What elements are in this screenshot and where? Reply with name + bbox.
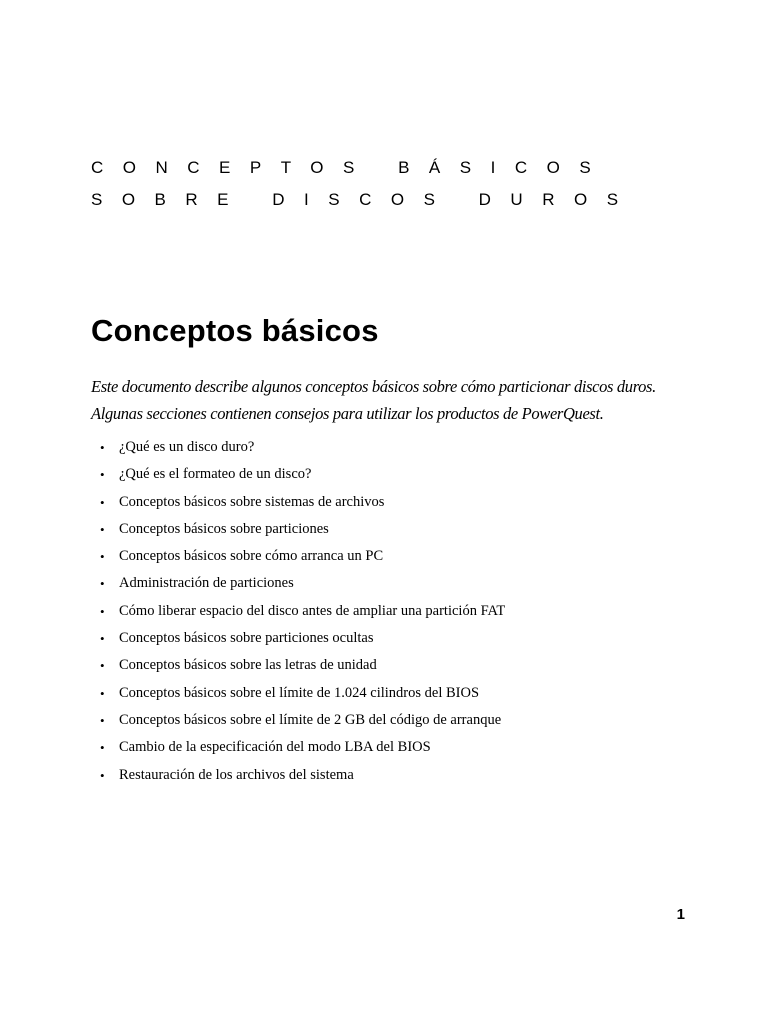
chapter-heading-line-2: SOBRE DISCOS DUROS: [91, 190, 638, 209]
topic-text: Cambio de la especificación del modo LBA del BIOS: [119, 739, 431, 756]
topic-list-item: [91, 625, 505, 652]
topic-text: ¿Qué es el formateo de un disco?: [119, 466, 312, 483]
topic-list-item: [91, 461, 505, 488]
topic-text: Conceptos básicos sobre el límite de 1.024 cilindros del BIOS: [119, 684, 480, 701]
topic-list-item: [91, 543, 505, 570]
topic-text: Conceptos básicos sobre el límite de 2 GB del código de arranque: [119, 711, 502, 728]
topic-text: Administración de particiones: [119, 575, 294, 592]
bullet-icon: •: [100, 685, 105, 701]
bullet-icon: •: [100, 440, 105, 455]
topic-text: ¿Qué es un disco duro?: [119, 439, 255, 455]
intro-line-1: Este documento describe algunos conceptos básicos sobre cómo particionar discos duros.: [91, 377, 656, 396]
page-number: 1: [676, 906, 685, 923]
bullet-icon: •: [100, 521, 105, 537]
topic-list-item: [91, 434, 505, 461]
topic-list-item: [91, 762, 505, 789]
topic-text: Conceptos básicos sobre particiones ocultas: [119, 630, 374, 647]
bullet-icon: •: [100, 549, 105, 565]
topic-list-item: [91, 680, 505, 707]
topic-text: Conceptos básicos sobre sistemas de archivos: [119, 493, 385, 510]
bullet-icon: •: [100, 494, 105, 510]
intro-paragraph: [91, 373, 711, 427]
topic-list: [91, 434, 505, 789]
topic-list-item: [91, 489, 505, 516]
bullet-icon: •: [100, 631, 105, 647]
topic-list-item: [91, 734, 505, 761]
topic-text: Conceptos básicos sobre cómo arranca un PC: [119, 548, 384, 565]
topic-list-item: [91, 516, 505, 543]
bullet-icon: •: [100, 603, 105, 619]
chapter-heading-line-1: CONCEPTOS BÁSICOS: [91, 158, 611, 177]
section-title: Conceptos básicos: [91, 313, 379, 348]
topic-text: Conceptos básicos sobre las letras de unidad: [119, 657, 377, 674]
topic-list-item: [91, 652, 505, 679]
bullet-icon: •: [100, 658, 105, 674]
topic-text: Conceptos básicos sobre particiones: [119, 520, 329, 537]
chapter-heading: [91, 152, 731, 216]
topic-list-item: [91, 598, 505, 625]
bullet-icon: •: [100, 576, 105, 592]
bullet-icon: •: [100, 740, 105, 756]
topic-text: Restauración de los archivos del sistema: [119, 766, 354, 783]
intro-line-2: Algunas secciones contienen consejos para utilizar los productos de PowerQuest.: [91, 404, 604, 423]
bullet-icon: •: [100, 467, 105, 483]
topic-list-item: [91, 707, 505, 734]
bullet-icon: •: [100, 767, 105, 783]
topic-text: Cómo liberar espacio del disco antes de ampliar una partición FAT: [119, 602, 506, 619]
topic-list-item: [91, 570, 505, 597]
bullet-icon: •: [100, 712, 105, 728]
